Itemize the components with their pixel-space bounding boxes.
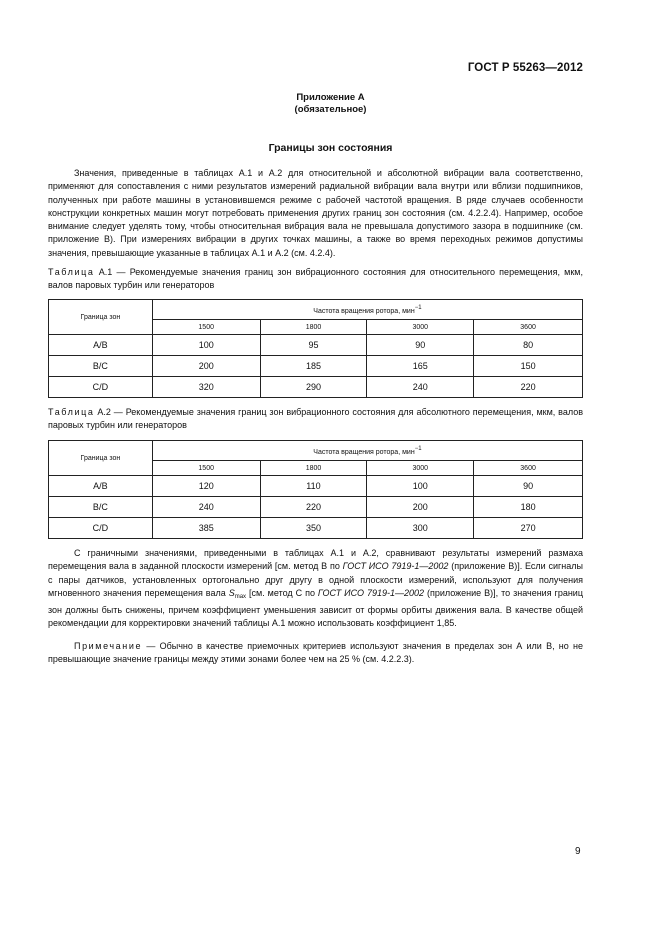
table2-freq-exp: −1	[414, 445, 422, 452]
table-row	[49, 335, 583, 356]
table1-zone: B/C	[49, 356, 153, 377]
table2-zone: B/C	[49, 497, 153, 518]
table1-cell: 165	[367, 356, 474, 377]
table2-zone: A/B	[49, 476, 153, 497]
para2-part3: [см. метод С по	[246, 587, 318, 598]
table1-freq-exp: −1	[414, 304, 422, 311]
table1-zone-header: Граница зон	[49, 300, 153, 335]
smax-symbol: S	[228, 587, 235, 598]
document-code: ГОСТ Р 55263—2012	[467, 62, 583, 74]
table2-cell: 180	[474, 497, 583, 518]
table1-label: Таблица	[48, 267, 95, 277]
table1-caption-text: А.1 — Рекомендуемые значения границ зон вибрационного состояния для относительного перемещения, мкм, валов паровых турбин или генераторов	[48, 267, 583, 291]
section-title: Границы зон состояния	[268, 142, 393, 154]
table-a1	[48, 299, 583, 398]
note-text: — Обычно в качестве приемочных критериев используют значения в пределах зон А или В, но не превышающие значение границы между этими зонами более чем на 25 % (см. 4.2.2.3).	[48, 641, 583, 665]
standard-reference: ГОСТ ИСО 7919-1—2002	[342, 561, 449, 572]
table1-cell: 220	[474, 377, 583, 398]
table1-zone: A/B	[49, 335, 153, 356]
table1-cell: 240	[367, 377, 474, 398]
table1-speed: 1500	[152, 320, 260, 335]
table2-zone-header: Граница зон	[49, 441, 153, 476]
table2-speed: 3600	[474, 461, 583, 476]
intro-text: Значения, приведенные в таблицах А.1 и А.2 для относительной и абсолютной вибрации вала соответственно, применяют для сопоставления с ними результатов измерений радиальной вибрации вала внутри или вблизи подшипников, полученных при работе машины в установившемся режиме с рабочей частотой вращения. В ряде случаев особенности конструкции конкретных машин могут потребовать применения других границ зон состояния (см. 4.2.2.4). Например, особое внимание следует уделять тому, чтобы относительная вибрация вала не превышала допустимого зазора в подшипнике (см. приложение В). При измерениях вибрации в других точках машины, а также во время переходных режимов допустимы значения, превышающие указанные в таблицах А.1 и А.2 (см. 4.2.4).	[48, 168, 583, 258]
table2-cell: 100	[367, 476, 474, 497]
table-row	[49, 476, 583, 497]
table1-cell: 150	[474, 356, 583, 377]
para2-part1: С граничными значениями, приведенными в таблицах А.1 и А.2, сравнивают результаты измерений размаха перемещения вала в заданной плоскости измерений [см. метод В по	[48, 548, 583, 572]
table2-caption-text: А.2 — Рекомендуемые значения границ зон вибрационного состояния для абсолютного перемещения, мкм, валов паровых турбин или генераторов	[48, 407, 583, 431]
table2-caption	[48, 406, 583, 433]
table1-freq-header	[152, 300, 582, 320]
table2-label: Таблица	[48, 407, 95, 417]
table1-cell: 95	[260, 335, 367, 356]
table2-zone: C/D	[49, 518, 153, 539]
table1-cell: 90	[367, 335, 474, 356]
table1-cell: 185	[260, 356, 367, 377]
table1-cell: 290	[260, 377, 367, 398]
table2-cell: 240	[152, 497, 260, 518]
table2-cell: 300	[367, 518, 474, 539]
table2-cell: 200	[367, 497, 474, 518]
table2-freq-header-text: Частота вращения ротора, мин	[313, 448, 415, 456]
table1-caption	[48, 266, 583, 293]
note-paragraph	[48, 640, 583, 667]
table2-cell: 90	[474, 476, 583, 497]
table2-speed: 3000	[367, 461, 474, 476]
table-row	[49, 356, 583, 377]
table2-cell: 120	[152, 476, 260, 497]
appendix-title: Приложение А	[296, 92, 365, 103]
table2-freq-header	[152, 441, 582, 461]
table-a2	[48, 440, 583, 539]
table-row	[49, 497, 583, 518]
table2-cell: 385	[152, 518, 260, 539]
table2-speed: 1800	[260, 461, 367, 476]
note-label: Примечание	[74, 641, 143, 651]
smax-subscript: max	[234, 593, 247, 600]
table1-cell: 100	[152, 335, 260, 356]
para2-part4: (приложение В)], то значения границ зон должны быть снижены, причем коэффициент уменьшения зависит от формы орбиты движения вала. В качестве общей рекомендации для корректировки значений таблицы А.1 можно использовать коэффициент 1,85.	[48, 587, 583, 629]
table1-speed: 3000	[367, 320, 474, 335]
comparison-paragraph	[48, 547, 583, 631]
table1-cell: 200	[152, 356, 260, 377]
standard-reference: ГОСТ ИСО 7919-1—2002	[317, 587, 425, 598]
table2-cell: 220	[260, 497, 367, 518]
page-number: 9	[575, 846, 581, 857]
table1-speed: 3600	[474, 320, 583, 335]
para2-part2: (приложение В)]. Если сигналы с пары датчиков, установленных ортогонально друг другу в одной плоскости измерений, используют для получения мгновенного значения перемещения вала	[48, 561, 583, 598]
table1-freq-header-text: Частота вращения ротора, мин	[313, 307, 415, 315]
table2-cell: 110	[260, 476, 367, 497]
table-row	[49, 377, 583, 398]
table2-speed: 1500	[152, 461, 260, 476]
table1-zone: C/D	[49, 377, 153, 398]
table2-cell: 350	[260, 518, 367, 539]
table1-cell: 320	[152, 377, 260, 398]
table-row	[49, 518, 583, 539]
table1-cell: 80	[474, 335, 583, 356]
intro-paragraph	[48, 167, 583, 260]
table1-speed: 1800	[260, 320, 367, 335]
appendix-status: (обязательное)	[294, 104, 367, 115]
table2-cell: 270	[474, 518, 583, 539]
